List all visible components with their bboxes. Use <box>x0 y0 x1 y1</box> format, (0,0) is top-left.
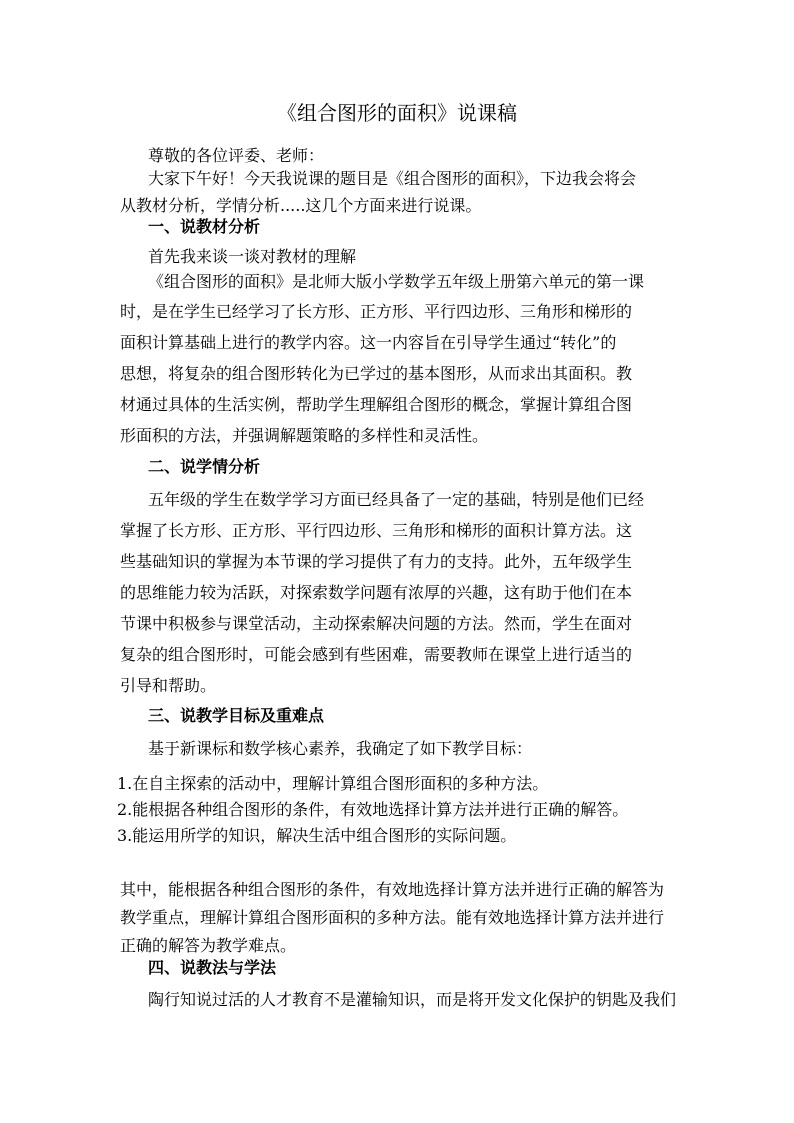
section-heading: 四、说教法与学法 <box>148 958 277 977</box>
paragraph-line: 陶行知说过活的人才教育不是灌输知识，而是将开发文化保护的钥匙及我们 <box>148 990 677 1009</box>
goals-list <box>117 771 677 849</box>
section-heading: 一、说教材分析 <box>148 217 261 236</box>
paragraph-line: 《组合图形的面积》是北师大版小学数学五年级上册第六单元的第一课 <box>148 272 645 291</box>
section-paragraph <box>120 484 676 701</box>
paragraph-line: 形面积的方法，并强调解题策略的多样性和灵活性。 <box>120 426 489 445</box>
paragraph-line: 些基础知识的掌握为本节课的学习提供了有力的支持。此外，五年级学生 <box>120 552 633 571</box>
list-item: 3.能运用所学的知识，解决生活中组合图形的实际问题。 <box>117 826 517 845</box>
list-item: 1.在自主探索的活动中，理解计算组合图形面积的多种方法。 <box>117 774 549 793</box>
intro-line: 从教材分析，学情分析.....这几个方面来进行说课。 <box>120 196 482 215</box>
paragraph-line: 正确的解答为教学难点。 <box>120 936 297 955</box>
paragraph-line: 面积计算基础上进行的教学内容。这一内容旨在引导学生通过“转化”的 <box>120 333 617 352</box>
paragraph-line: 教学重点，理解计算组合图形面积的多种方法。能有效地选择计算方法并进行 <box>120 908 665 927</box>
section-heading: 三、说教学目标及重难点 <box>148 706 325 725</box>
paragraph-line: 材通过具体的生活实例，帮助学生理解组合图形的概念，掌握计算组合图 <box>120 395 633 414</box>
paragraph-line: 时，是在学生已经学习了长方形、正方形、平行四边形、三角形和梯形的 <box>120 302 633 321</box>
paragraph-line: 掌握了长方形、正方形、平行四边形、三角形和梯形的面积计算方法。这 <box>120 521 633 540</box>
section-paragraph <box>120 268 676 451</box>
paragraph-line: 思想，将复杂的组合图形转化为已学过的基本图形，从而求出其面积。教 <box>120 364 633 383</box>
paragraph-line: 五年级的学生在数学学习方面已经具备了一定的基础，特别是他们已经 <box>148 490 645 509</box>
intro-line: 大家下午好！今天我说课的题目是《组合图形的面积》，下边我会将会 <box>148 169 637 188</box>
paragraph-line: 引导和帮助。 <box>120 676 217 695</box>
paragraph-line: 复杂的组合图形时，可能会感到有些困难，需要教师在课堂上进行适当的 <box>120 645 633 664</box>
section-lead: 首先我来谈一谈对教材的理解 <box>148 247 357 266</box>
summary-paragraph <box>120 876 676 960</box>
list-item: 2.能根据各种组合图形的条件，有效地选择计算方法并进行正确的解答。 <box>117 800 629 819</box>
section-lead: 基于新课标和数学核心素养，我确定了如下教学目标： <box>148 739 533 758</box>
paragraph-line: 节课中积极参与课堂活动，主动探索解决问题的方法。然而，学生在面对 <box>120 614 633 633</box>
greeting: 尊敬的各位评委、老师： <box>148 146 325 165</box>
section-paragraph <box>120 984 680 1015</box>
intro-paragraph <box>120 165 676 218</box>
paragraph-line: 其中，能根据各种组合图形的条件，有效地选择计算方法并进行正确的解答为 <box>120 880 665 899</box>
page-title: 《组合图形的面积》说课稿 <box>277 101 517 125</box>
section-heading: 二、说学情分析 <box>148 457 261 476</box>
paragraph-line: 的思维能力较为活跃，对探索数学问题有浓厚的兴趣，这有助于他们在本 <box>120 583 633 602</box>
